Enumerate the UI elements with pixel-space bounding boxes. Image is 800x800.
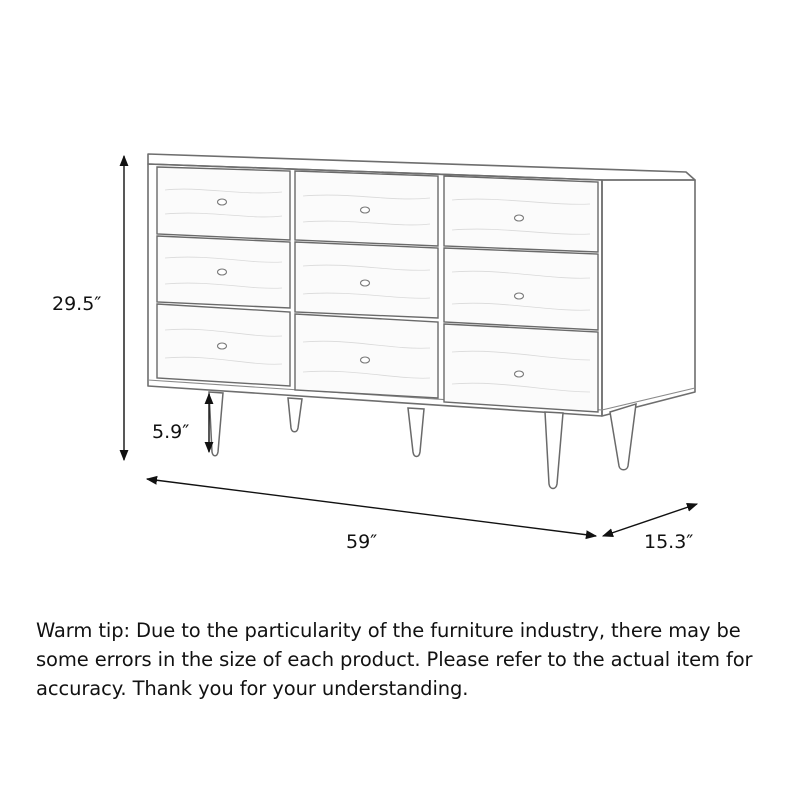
drawer-knob [361, 357, 370, 363]
drawer-knob [218, 269, 227, 275]
dresser-leg [545, 412, 563, 489]
leg-height-label: 5.9″ [152, 421, 190, 443]
width-dimension-line [147, 479, 596, 536]
dresser-leg [288, 398, 302, 432]
dresser-leg [209, 392, 223, 456]
drawer [444, 324, 598, 412]
drawer-knob [361, 280, 370, 286]
drawer-knob [218, 343, 227, 349]
drawer [444, 176, 598, 252]
width-label: 59″ [346, 531, 378, 553]
dresser-side [602, 180, 695, 416]
dresser-leg [408, 408, 424, 457]
depth-label: 15.3″ [644, 531, 694, 553]
height-label: 29.5″ [52, 293, 102, 315]
dresser-leg [610, 404, 636, 470]
drawer-knob [361, 207, 370, 213]
drawer [295, 314, 438, 398]
warm-tip-text: Warm tip: Due to the particularity of the furniture industry, there may be some errors in the size of each product. Please refer to the actual item for accuracy. Thank you for your understanding. [36, 619, 753, 700]
dresser-illustration [148, 154, 695, 489]
drawer-knob [515, 215, 524, 221]
drawer-knob [515, 293, 524, 299]
drawer-knob [218, 199, 227, 205]
drawer [444, 248, 598, 330]
drawer-knob [515, 371, 524, 377]
